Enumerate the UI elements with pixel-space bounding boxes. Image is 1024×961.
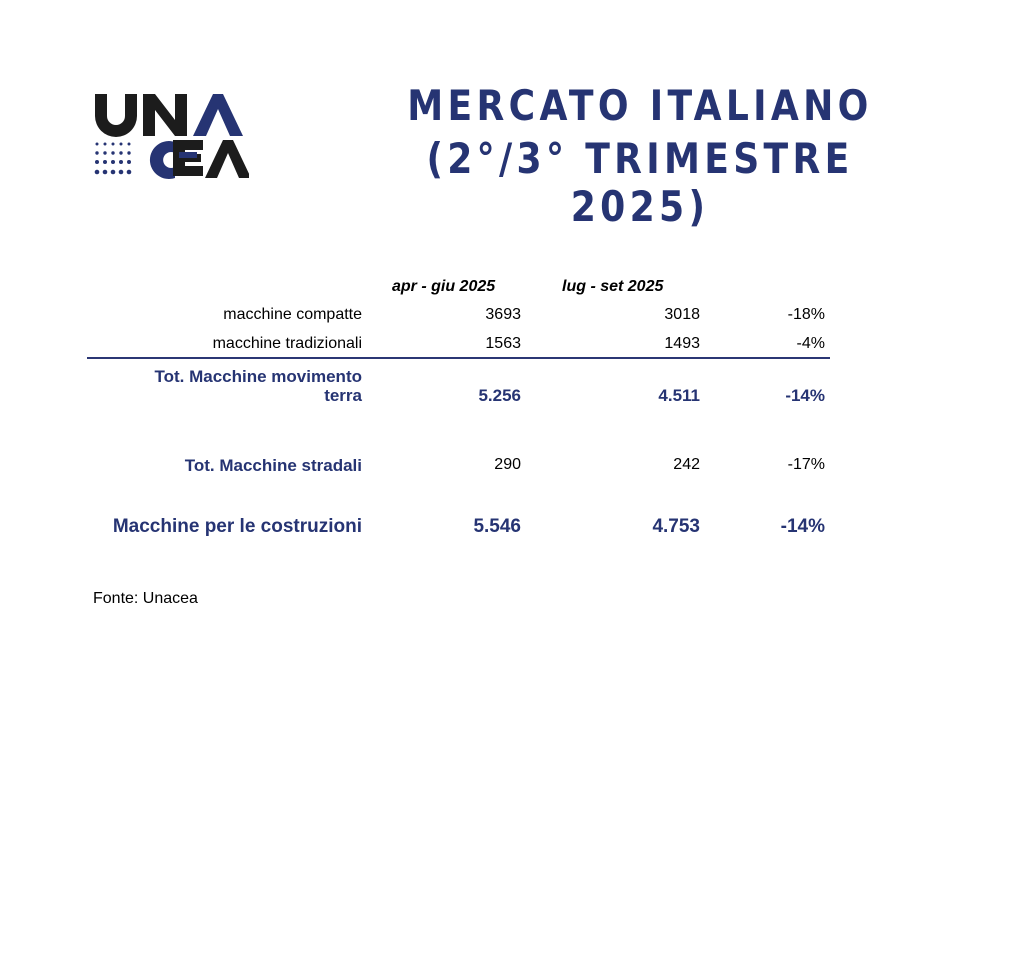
row-label: macchine compatte: [223, 306, 362, 323]
value-delta: -4%: [796, 335, 825, 352]
value-delta: -17%: [787, 456, 825, 473]
column-header-apr-giu: apr - giu 2025: [392, 278, 496, 295]
value-lug-set: 4.511: [658, 386, 700, 405]
row-label-line2: terra: [324, 386, 362, 405]
unacea-logo: [93, 92, 249, 180]
value-delta: -14%: [780, 516, 825, 537]
row-label-line1: Tot. Macchine movimento: [154, 367, 362, 386]
value-lug-set: 242: [673, 456, 700, 473]
page-title-line1: MERCATO ITALIANO: [407, 81, 873, 130]
row-label: Tot. Macchine stradali: [184, 456, 362, 475]
value-lug-set: 4.753: [652, 516, 700, 537]
row-label: Macchine per le costruzioni: [112, 516, 362, 537]
value-apr-giu: 1563: [485, 335, 521, 352]
value-apr-giu: 5.546: [473, 516, 521, 537]
value-delta: -18%: [787, 306, 825, 323]
value-delta: -14%: [785, 386, 825, 405]
source-note: Fonte: Unacea: [93, 590, 198, 607]
value-apr-giu: 3693: [485, 306, 521, 323]
value-apr-giu: 5.256: [478, 386, 521, 405]
value-lug-set: 3018: [664, 306, 700, 323]
divider: [87, 357, 830, 359]
column-header-lug-set: lug - set 2025: [562, 278, 664, 295]
row-label: macchine tradizionali: [212, 335, 362, 352]
page-title-line2: (2°/3° TRIMESTRE 2025): [426, 134, 854, 231]
value-lug-set: 1493: [664, 335, 700, 352]
value-apr-giu: 290: [494, 456, 521, 473]
